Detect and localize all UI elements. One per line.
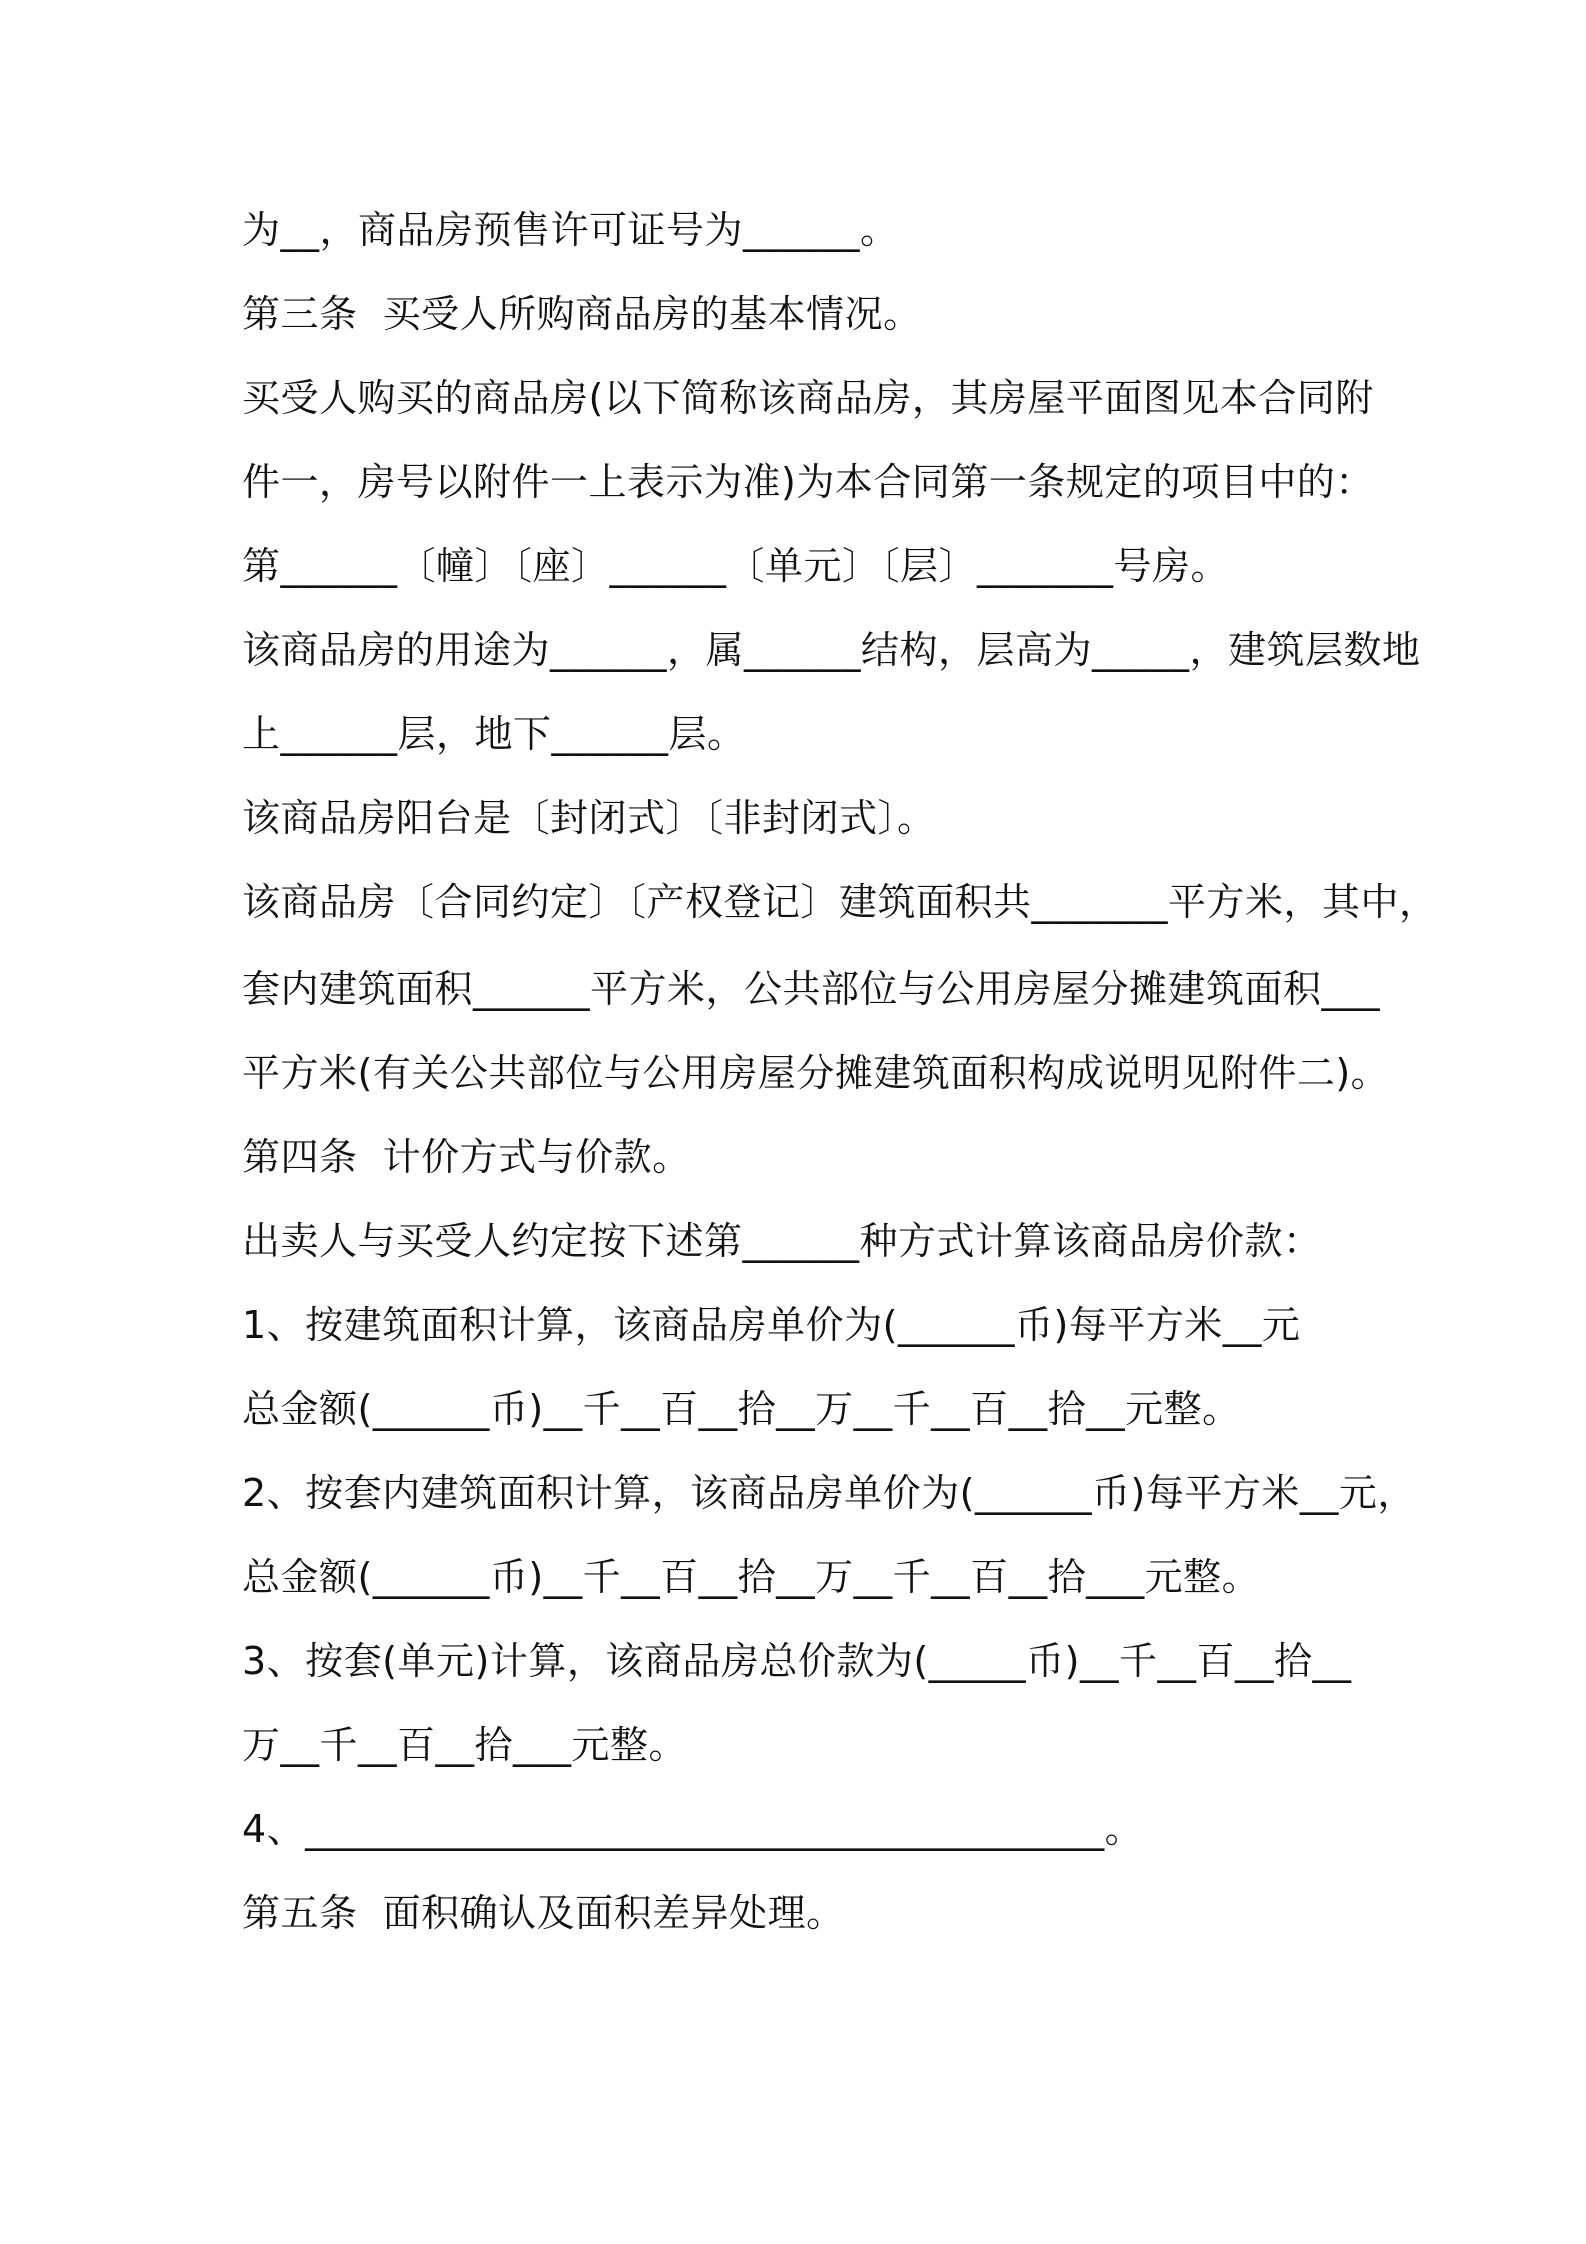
paragraph-line: 上______层，地下______层。 bbox=[242, 712, 746, 756]
paragraph-line: 4、_________________________________________。 bbox=[242, 1807, 1144, 1851]
paragraph-line: 套内建筑面积______平方米，公共部位与公用房屋分摊建筑面积___ bbox=[242, 967, 1381, 1011]
paragraph-line: 该商品房阳台是〔封闭式〕〔非封闭式〕。 bbox=[242, 796, 936, 840]
article-heading: 第五条 面积确认及面积差异处理。 bbox=[242, 1891, 845, 1935]
paragraph-line: 买受人购买的商品房(以下简称该商品房，其房屋平面图见本合同附 bbox=[242, 376, 1374, 420]
paragraph-line: 件一，房号以附件一上表示为准)为本合同第一条规定的项目中的： bbox=[242, 460, 1374, 504]
paragraph-line: 出卖人与买受人约定按下述第______种方式计算该商品房价款： bbox=[242, 1219, 1322, 1263]
paragraph-line: 2、按套内建筑面积计算，该商品房单价为(______币)每平方米__元， bbox=[242, 1471, 1416, 1515]
paragraph-line: 万__千__百__拾___元整。 bbox=[242, 1723, 688, 1767]
article-heading: 第三条 买受人所购商品房的基本情况。 bbox=[242, 292, 922, 336]
paragraph-line: 3、按套(单元)计算，该商品房总价款为(_____币)__千__百__拾__ bbox=[242, 1639, 1352, 1683]
paragraph-line: 总金额(______币)__千__百__拾__万__千__百__拾__元整。 bbox=[242, 1387, 1241, 1431]
paragraph-line: 该商品房〔合同约定〕〔产权登记〕建筑面积共_______平方米，其中， bbox=[242, 880, 1438, 924]
paragraph-line: 该商品房的用途为______，属______结构，层高为_____，建筑层数地 bbox=[242, 628, 1421, 672]
paragraph-line: 1、按建筑面积计算，该商品房单价为(______币)每平方米__元 bbox=[242, 1303, 1301, 1347]
article-heading: 第四条 计价方式与价款。 bbox=[242, 1135, 691, 1179]
paragraph-line: 第______〔幢〕〔座〕______〔单元〕〔层〕_______号房。 bbox=[242, 544, 1230, 588]
paragraph-line: 总金额(______币)__千__百__拾__万__千__百__拾___元整。 bbox=[242, 1555, 1261, 1599]
paragraph-line: 平方米(有关公共部位与公用房屋分摊建筑面积构成说明见附件二)。 bbox=[242, 1051, 1390, 1095]
paragraph-line: 为__，商品房预售许可证号为______。 bbox=[242, 208, 899, 252]
